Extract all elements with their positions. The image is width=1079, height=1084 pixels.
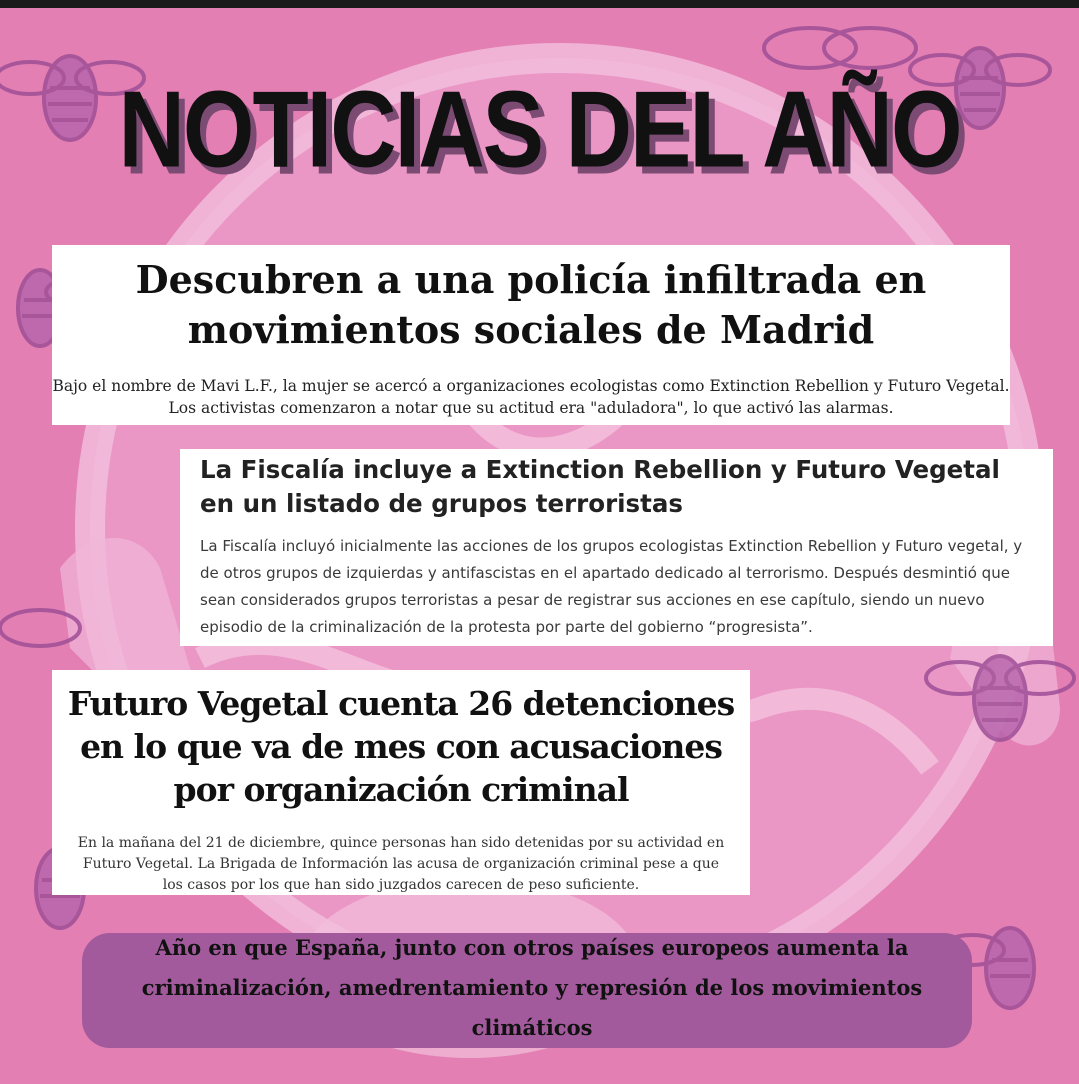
news-card-fiscalia: [180, 449, 1053, 646]
headline: Futuro Vegetal cuenta 26 detenciones en lo que va de mes con acusaciones por organización criminal: [67, 684, 735, 809]
top-border: [0, 0, 1079, 8]
headline: Descubren a una policía infiltrada en movimientos sociales de Madrid: [135, 257, 927, 352]
news-card-infiltrated-police: [52, 245, 1010, 425]
poster-title: NOTICIAS DEL AÑO: [118, 69, 961, 191]
headline: La Fiscalía incluye a Extinction Rebellion y Futuro Vegetal en un listado de grupos terroristas: [200, 455, 1000, 518]
lead-text: Bajo el nombre de Mavi L.F., la mujer se acercó a organizaciones ecologistas como Extinction Rebellion y Futuro Vegetal. Los activistas comenzaron a notar que su actitud era "aduladora", lo que activó las alarmas.: [52, 377, 1010, 417]
lead-text: La Fiscalía incluyó inicialmente las acciones de los grupos ecologistas Extinction Rebellion y Futuro vegetal, y de otros grupos de izquierdas y antifascistas en el apartado dedicado al terrorismo. Después desmintió que sean considerados grupos terroristas a pesar de registrar sus acciones en ese capítulo, siendo un nuevo episodio de la criminalización de la protesta por parte del gobierno “progresista”.: [200, 537, 1023, 636]
footer-text: Año en que España, junto con otros países europeos aumenta la criminalización, amedrentamiento y represión de los movimientos climáticos: [141, 935, 923, 1040]
news-card-detentions: [52, 670, 750, 895]
lead-text: En la mañana del 21 de diciembre, quince personas han sido detenidas por su actividad en Futuro Vegetal. La Brigada de Información las acusa de organización criminal pese a que los casos por los que han sido juzgados carecen de peso suficiente.: [77, 835, 725, 893]
